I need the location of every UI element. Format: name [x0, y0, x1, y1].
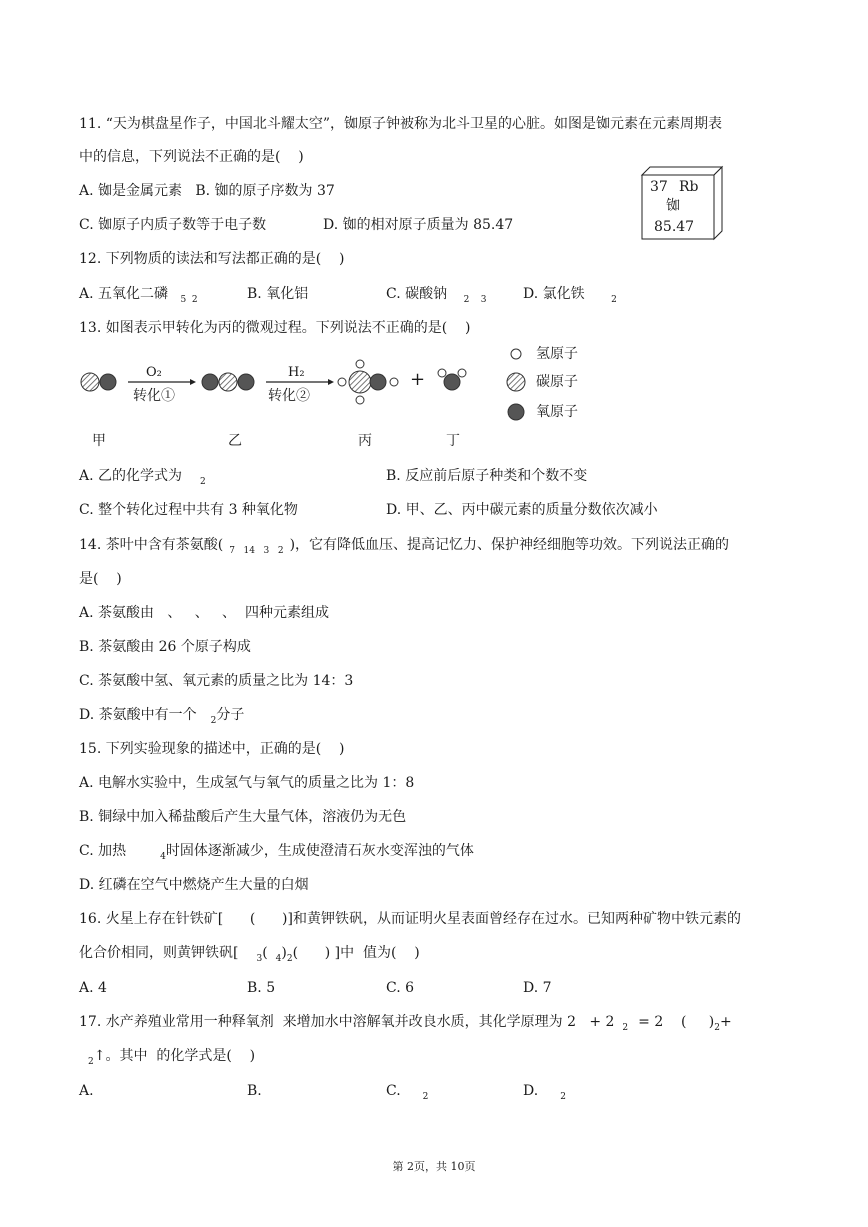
q11-option-c: C. 铷原子内质子数等于电子数	[79, 217, 267, 233]
reagent-o2: O₂	[146, 365, 162, 380]
q12-option-c: C. 碳酸钠 $_{2 3}$	[386, 286, 487, 305]
q16-stem-line2: 化合价相同，则黄钾铁矾[ $_3$( $_4)_2$( ) ]中 值为( )	[79, 945, 420, 964]
legend-oxygen-icon	[508, 404, 524, 420]
q13-option-c: C. 整个转化过程中共有 3 种氧化物	[79, 502, 298, 518]
q13-option-d: D. 甲、乙、丙中碳元素的质量分数依次减小	[386, 502, 658, 518]
legend-carbon-label: 碳原子	[536, 374, 578, 390]
page-footer: 第 2页，共 10页	[392, 1160, 476, 1173]
q14-stem-line2: 是( )	[79, 571, 122, 587]
element-name: 铷	[666, 198, 680, 214]
q16-stem-line1: 16. 火星上存在针铁矿[ ( )]和黄钾铁矾，从而证明火星表面曾经存在过水。已知两种矿物中铁元素的	[79, 911, 741, 927]
legend-oxygen-label: 氧原子	[536, 404, 578, 420]
label-yi: 乙	[228, 433, 242, 449]
q14-option-d: D. 茶氨酸中有一个 $_2$分子	[79, 707, 245, 726]
q15-stem: 15. 下列实验现象的描述中，正确的是( )	[79, 741, 345, 757]
reagent-h2: H₂	[288, 365, 305, 380]
q15-option-d: D. 红磷在空气中燃烧产生大量的白烟	[79, 877, 309, 893]
element-mass: 85.47	[654, 219, 695, 235]
q16-option-a: A. 4	[79, 980, 107, 996]
plus-sign: +	[410, 369, 426, 390]
q13-option-b: B. 反应前后原子种类和个数不变	[386, 468, 588, 484]
molecule-yi	[202, 373, 254, 391]
q14-option-b: B. 茶氨酸由 26 个原子构成	[79, 639, 251, 655]
molecule-jia	[81, 373, 116, 391]
q15-option-b: B. 铜绿中加入稀盐酸后产生大量气体，溶液仍为无色	[79, 809, 407, 825]
label-jia: 甲	[92, 433, 106, 449]
q11-option-ab: A. 铷是金属元素 B. 铷的原子序数为 37	[79, 183, 335, 199]
q13-stem: 13. 如图表示甲转化为丙的微观过程。下列说法不正确的是( )	[79, 320, 471, 336]
element-number: 37	[650, 179, 668, 195]
q12-option-d: D. 氯化铁 $_2$	[523, 286, 617, 305]
legend-hydrogen-label: 氢原子	[536, 346, 578, 362]
q15-option-a: A. 电解水实验中，生成氢气与氧气的质量之比为 1：8	[79, 775, 415, 791]
q16-option-d: D. 7	[523, 980, 552, 996]
q17-option-d: D. $_2$	[523, 1083, 566, 1102]
q16-option-c: C. 6	[386, 980, 415, 996]
q12-option-a: A. 五氧化二磷 $_{5 2}$	[79, 286, 198, 305]
q17-stem-line2: $_2$↑。其中 的化学式是( )	[88, 1048, 256, 1067]
element-symbol: Rb	[679, 179, 699, 195]
legend-hydrogen-icon	[511, 349, 521, 359]
q15-option-c: C. 加热 $_4$时固体逐渐减少，生成使澄清石灰水变浑浊的气体	[79, 843, 474, 862]
label-bing: 丙	[358, 433, 372, 449]
q16-option-b: B. 5	[247, 980, 276, 996]
q12-stem: 12. 下列物质的读法和写法都正确的是( )	[79, 251, 345, 267]
q12-option-b: B. 氧化铝	[247, 286, 309, 302]
q11-stem-line2: 中的信息，下列说法不正确的是( )	[79, 149, 304, 165]
q17-option-c: C. $_2$	[386, 1083, 429, 1102]
q14-stem-line1: 14. 茶叶中含有茶氨酸( $_{7 14 3 2}$ )，它有降低血压、提高记忆力、保护神经细胞等功效。下列说法正确的	[79, 537, 730, 556]
q17-stem-line1: 17. 水产养殖业常用一种释氧剂 来增加水中溶解氧并改良水质，其化学原理为 2 + 2 $_2$ = 2 ( )$_2+$	[79, 1014, 732, 1033]
step-2-label: 转化②	[268, 388, 310, 404]
q17-option-a: A.	[79, 1083, 94, 1099]
q13-option-a: A. 乙的化学式为 $_2$	[79, 468, 206, 487]
label-ding: 丁	[446, 433, 460, 449]
molecule-bing	[338, 360, 398, 404]
q13-reaction-diagram	[76, 342, 596, 424]
molecule-ding	[438, 369, 466, 390]
q17-option-b: B.	[247, 1083, 262, 1099]
q14-option-a: A. 茶氨酸由 、 、 、 四种元素组成	[79, 605, 329, 621]
q11-option-d: D. 铷的相对原子质量为 85.47	[323, 217, 514, 233]
q11-stem-line1: 11. “天为棋盘星作子，中国北斗耀太空”，铷原子钟被称为北斗卫星的心脏。如图是铷元素在元素周期表	[79, 116, 723, 132]
step-1-label: 转化①	[133, 388, 175, 404]
legend-carbon-icon	[507, 373, 525, 391]
q14-option-c: C. 茶氨酸中氢、氧元素的质量之比为 14：3	[79, 673, 354, 689]
